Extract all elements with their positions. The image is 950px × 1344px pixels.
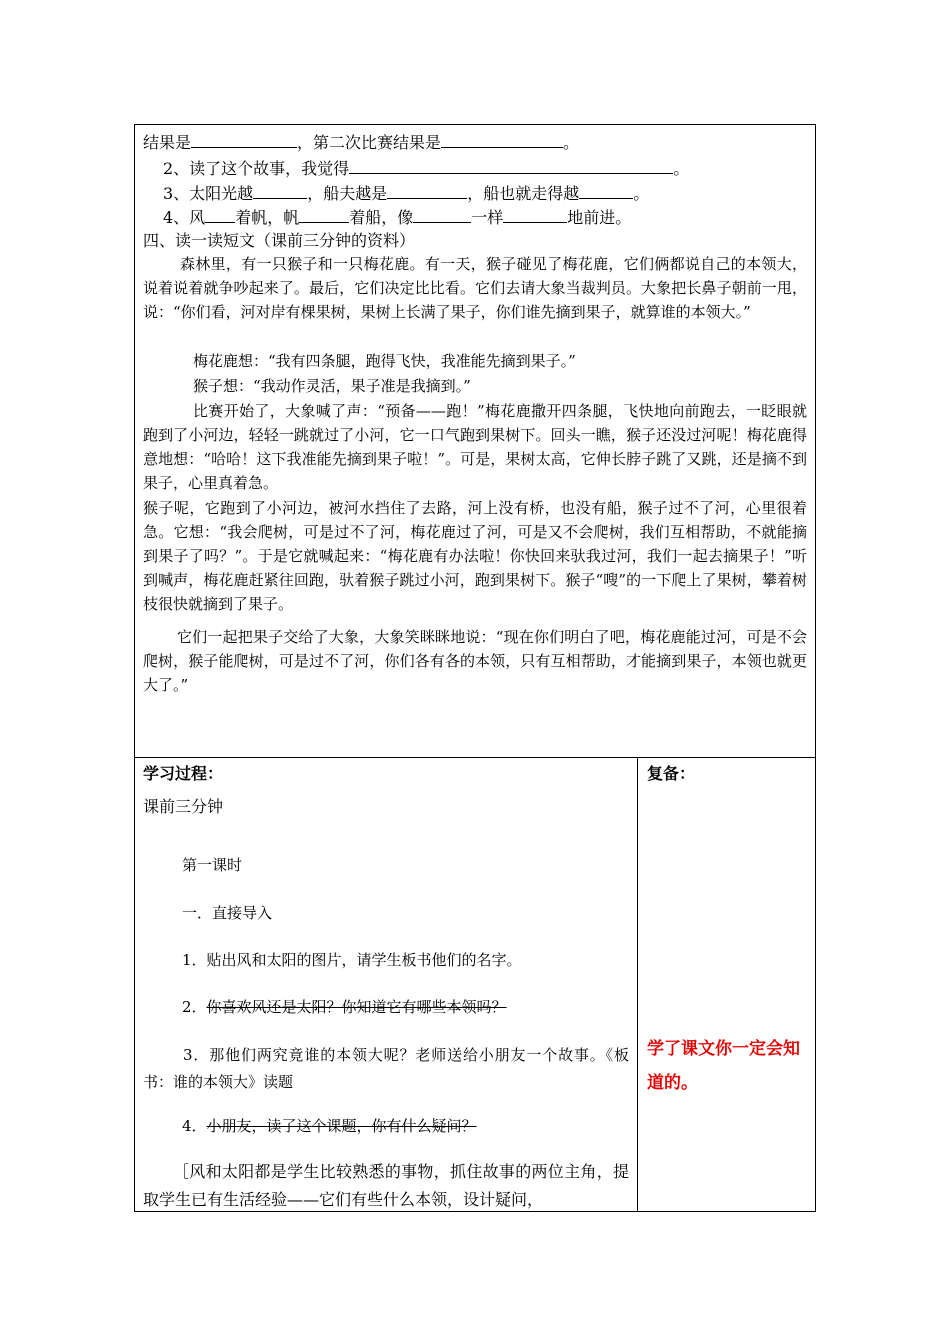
exercise-text: 结果是 (143, 133, 192, 152)
step-2 (182, 997, 507, 1017)
exercise-text: 地前进。 (567, 208, 632, 227)
step-number: 2． (182, 998, 207, 1016)
learning-process-cell (134, 757, 638, 1212)
story-paragraph: 比赛开始了，大象喊了声：“预备——跑！”梅花鹿撒开四条腿，飞快地向前跑去，一眨眼就跑到了小河边，轻轻一跳就过了小河，它一口气跑到果树下。回头一瞧，猴子还没过河呢！梅花鹿得意地想：“哈哈！这下我准能先摘到果子啦！”。可是，果树太高，它伸长脖子跳了又跳，还是摘不到果子，心里真着急。 (143, 402, 807, 492)
step-4 (182, 1116, 477, 1136)
section-heading: 一．直接导入 (182, 904, 273, 922)
exercise-text: 着帆，帆 (235, 208, 300, 227)
exercise-text: 。 (673, 159, 690, 178)
step-1: 1．贴出风和太阳的图片，请学生板书他们的名字。 (182, 951, 522, 969)
answer-blank[interactable] (387, 182, 467, 199)
reading-heading: 四、读一读短文（课前三分钟的资料） (143, 231, 416, 250)
exercise-text: 。 (633, 184, 650, 203)
pre-class-label: 课前三分钟 (143, 797, 224, 816)
story-paragraph: 猴子呢，它跑到了小河边，被河水挡住了去路，河上没有桥，也没有船，猴子过不了河，心里很着急。它想：“我会爬树，可是过不了河，梅花鹿过了河，可是又不会爬树，我们互相帮助，不就能摘到果子了吗？”。于是它就喊起来：“梅花鹿有办法啦！你快回来驮我过河，我们一起去摘果子！”听到喊声，梅花鹿赶紧往回跑，驮着猴子跳过小河，跑到果树下。猴子“嗖”的一下爬上了果树，攀着树枝很快就摘到了果子。 (143, 499, 807, 613)
exercise-line-4 (163, 206, 631, 228)
answer-blank[interactable] (349, 157, 673, 174)
struck-text: 你喜欢风还是太阳？你知道它有哪些本领吗？ (206, 998, 507, 1016)
exercise-text: 一样 (471, 208, 504, 227)
exercise-text: ，船也就走得越 (467, 184, 580, 203)
exercise-text: ，船夫越是 (307, 184, 388, 203)
exercise-text: 着船，像 (349, 208, 414, 227)
answer-blank[interactable] (441, 131, 563, 148)
story-paragraph: 森林里，有一只猴子和一只梅花鹿。有一天，猴子碰见了梅花鹿，它们俩都说自己的本领大，说着说着就争吵起来了。最后，它们决定比比看。它们去请大象当裁判员。大象把长鼻子朝前一甩，说：“你们看，河对岸有棵果树，果树上长满了果子，你们谁先摘到果子，就算谁的本领大。” (143, 255, 807, 321)
story-paragraph: 梅花鹿想：“我有四条腿，跑得飞快，我准能先摘到果子。” (193, 352, 576, 370)
exercise-line-3 (163, 182, 649, 204)
teaching-note: ［风和太阳都是学生比较熟悉的事物，抓住故事的两位主角，提取学生已有生活经验——它们有些什么本领，设计疑问， (143, 1162, 629, 1209)
exercise-text: 3、太阳光越 (163, 184, 254, 203)
story-paragraph: 它们一起把果子交给了大象，大象笑眯眯地说：“现在你们明白了吧，梅花鹿能过河，可是不会爬树，猴子能爬树，可是过不了河，你们各有各的本领，只有互相帮助，才能摘到果子，本领也就更大了。” (143, 628, 807, 694)
answer-blank[interactable] (191, 131, 297, 148)
answer-blank[interactable] (253, 182, 307, 199)
exercise-text: ，第二次比赛结果是 (297, 133, 442, 152)
review-remark: 学了课文你一定会知道的。 (647, 1039, 800, 1093)
exercise-text: 。 (563, 133, 580, 152)
answer-blank[interactable] (579, 182, 633, 199)
review-heading: 复备： (647, 764, 696, 783)
review-notes-cell (637, 757, 816, 1212)
learning-process-heading: 学习过程： (143, 764, 224, 783)
exercise-text: 2、读了这个故事，我觉得 (163, 159, 350, 178)
exercise-text: 4、风 (163, 208, 206, 227)
lesson-label: 第一课时 (182, 856, 243, 874)
answer-blank[interactable] (299, 206, 349, 223)
answer-blank[interactable] (205, 206, 235, 223)
exercise-line-1 (143, 131, 579, 153)
exercise-line-2 (163, 157, 689, 179)
answer-blank[interactable] (413, 206, 471, 223)
story-paragraph: 猴子想：“我动作灵活，果子准是我摘到。” (193, 377, 471, 395)
struck-text: 小朋友，读了这个课题，你有什么疑问？ (206, 1117, 477, 1135)
step-3: 3．那他们两究竟谁的本领大呢？老师送给小朋友一个故事。《板书：谁的本领大》读题 (143, 1046, 629, 1091)
answer-blank[interactable] (503, 206, 567, 223)
step-number: 4． (182, 1117, 207, 1135)
